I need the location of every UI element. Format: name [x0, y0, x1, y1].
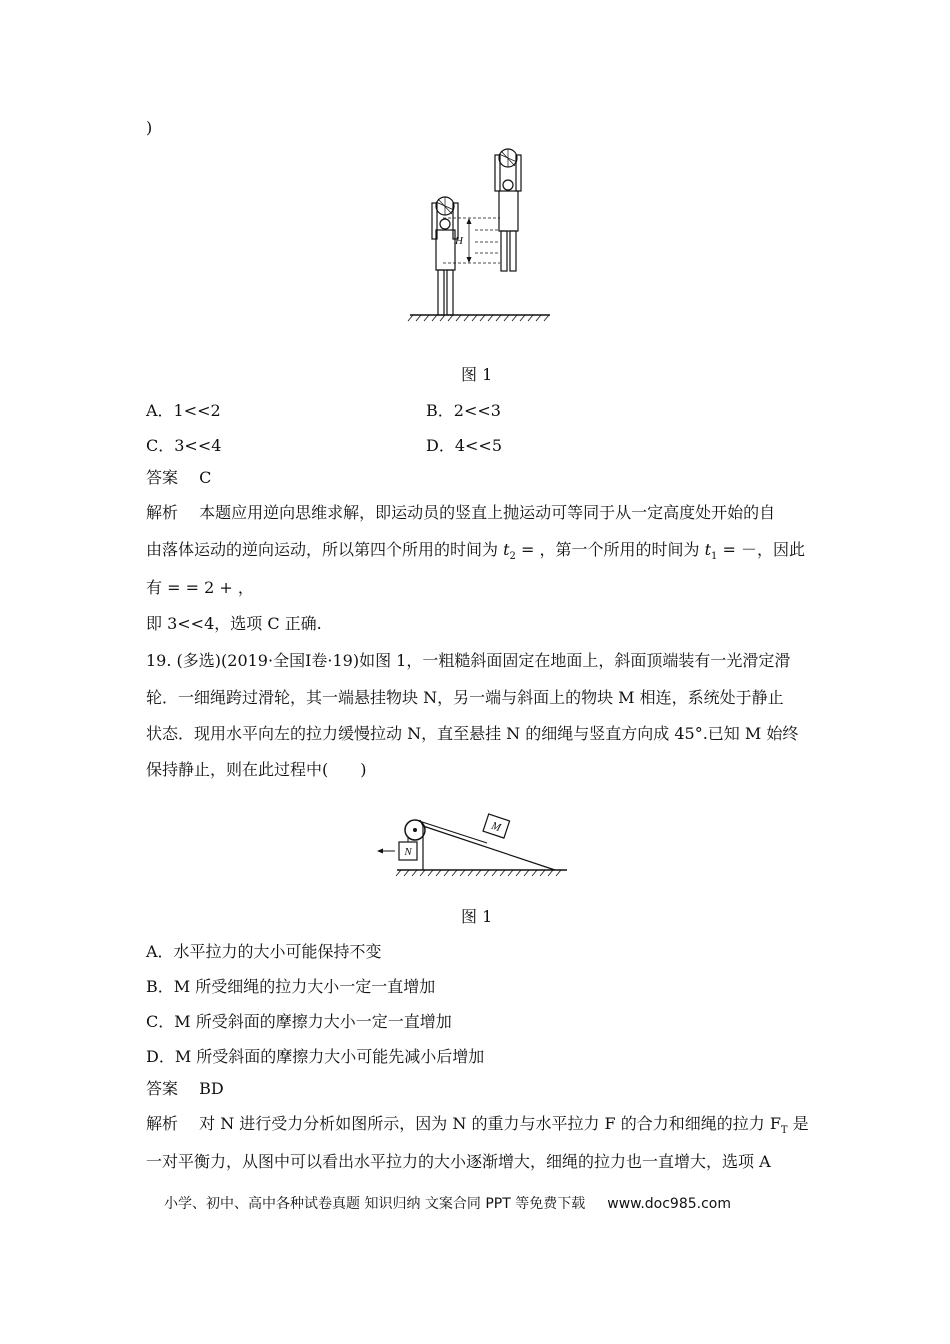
- analysis-line-1: 解析 本题应用逆向思维求解，即运动员的竖直上抛运动可等同于从一定高度处开始的自: [146, 503, 776, 522]
- q19-option-d: D．M 所受斜面的摩擦力大小可能先减小后增加: [146, 1047, 485, 1066]
- figure-basketball-jump: [405, 148, 555, 323]
- figure-caption-1: 图 1: [461, 365, 493, 384]
- analysis-line-4: 即 3<<4，选项 C 正确.: [146, 614, 322, 633]
- footer-url[interactable]: www.doc985.com: [607, 1196, 731, 1212]
- analysis-label: 解析: [146, 503, 179, 522]
- q19-analysis-line-1: 解析 对 N 进行受力分析如图所示，因为 N 的重力与水平拉力 F 的合力和细绳的拉力 $F_T$ 是: [146, 1114, 809, 1137]
- page-footer: [164, 1193, 731, 1213]
- standing-player: [432, 197, 458, 315]
- q19-stem-line-3: 状态．现用水平向左的拉力缓慢拉动 N，直至悬挂 N 的细绳与竖直方向成 45°.已知 M 始终: [146, 724, 799, 743]
- q19-stem-line-2: 轮．一细绳跨过滑轮，其一端悬挂物块 N，另一端与斜面上的物块 M 相连，系统处于静止: [146, 688, 784, 707]
- answer-label: 答案: [146, 468, 179, 487]
- height-label: H: [455, 235, 463, 247]
- q19-option-c: C．M 所受斜面的摩擦力大小一定一直增加: [146, 1012, 452, 1031]
- jumping-player: [495, 149, 521, 271]
- q19-analysis-line-2: 一对平衡力，从图中可以看出水平拉力的大小逐渐增大，细绳的拉力也一直增大，选项 A: [146, 1152, 771, 1171]
- analysis-line-3: 有 = = 2 + ，: [146, 578, 254, 597]
- block-m: [483, 814, 510, 838]
- q19-analysis-label: 解析: [146, 1114, 179, 1133]
- answer-value: C: [199, 468, 212, 487]
- footer-text: 小学、初中、高中各种试卷真题 知识归纳 文案合同 PPT 等免费下载: [164, 1196, 586, 1212]
- figure-incline-pulley: [375, 790, 575, 882]
- svg-text:M: M: [489, 819, 503, 835]
- q19-answer-row: [146, 1079, 224, 1099]
- q19-option-b: B．M 所受细绳的拉力大小一定一直增加: [146, 977, 436, 996]
- question-stem-tail: ): [146, 118, 153, 137]
- figure-caption-2: 图 1: [461, 907, 493, 926]
- q19-option-a: A．水平拉力的大小可能保持不变: [146, 942, 382, 961]
- option-b: B．2<<3: [426, 401, 501, 420]
- q19-stem-line-1: 19. (多选)(2019·全国Ⅰ卷·19)如图 1，一粗糙斜面固定在地面上，斜面顶端装有一光滑定滑: [146, 651, 791, 670]
- svg-text:N: N: [404, 846, 412, 858]
- q19-answer-label: 答案: [146, 1079, 179, 1098]
- q19-answer-value: BD: [199, 1079, 224, 1098]
- answer-row: [146, 468, 211, 488]
- option-c: C．3<<4: [146, 436, 222, 455]
- option-a: A．1<<2: [146, 401, 221, 420]
- q19-stem-line-4: 保持静止，则在此过程中( ): [146, 760, 367, 779]
- option-d: D．4<<5: [426, 436, 503, 455]
- analysis-line-2: 由落体运动的逆向运动，所以第四个所用的时间为 $t_2$ = ，第一个所用的时间为 $t_1$ = －，因此: [146, 540, 805, 563]
